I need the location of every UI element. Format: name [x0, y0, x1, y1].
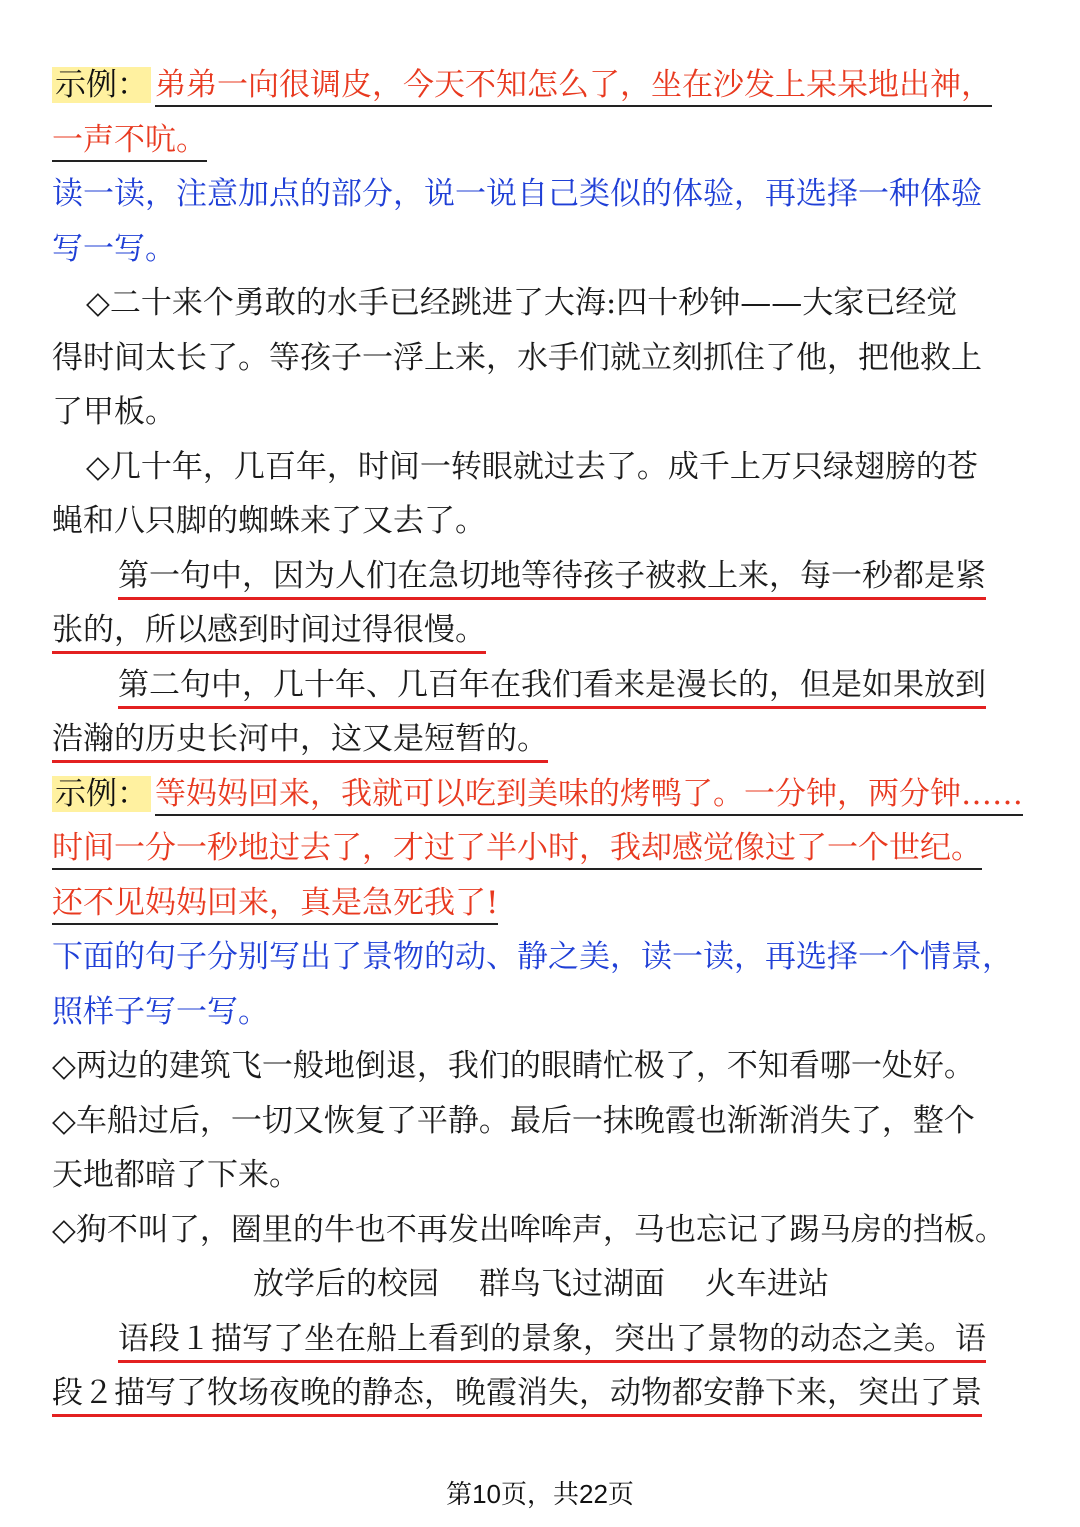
example1-text: 一声不吭。 — [52, 122, 207, 162]
scene-sentence2: ◇车船过后，一切又恢复了平静。最后一抹晚霞也渐渐消失了，整个 — [52, 1102, 975, 1139]
answer1-para1 — [52, 603, 1030, 658]
scene-option: 放学后的校园 — [253, 1266, 439, 1302]
sentence2: 蝇和八只脚的蜘蛛来了又去了。 — [52, 503, 486, 539]
task2-instruction: 照样子写一写。 — [52, 993, 269, 1030]
example2-text: 等妈妈回来，我就可以吃到美味的烤鸭了。一分钟，两分钟…… — [155, 776, 1023, 816]
scene-sentence3: ◇狗不叫了，圈里的牛也不再发出哞哞声，马也忘记了踢马房的挡板。 — [52, 1211, 1006, 1248]
example2-text: 还不见妈妈回来，真是急死我了! — [52, 885, 498, 925]
example1-line2 — [52, 113, 1030, 168]
example2-line2 — [52, 821, 1030, 876]
answer-text: 段２描写了牧场夜晚的静态，晚霞消失，动物都安静下来，突出了景 — [52, 1375, 982, 1417]
document-page — [52, 58, 1030, 1421]
example-label: 示例： — [52, 776, 151, 812]
answer-text: 第二句中，几十年、几百年在我们看来是漫长的，但是如果放到 — [118, 667, 986, 709]
example2-line3 — [52, 876, 1030, 931]
sentence1: 了甲板。 — [52, 394, 176, 430]
answer-text: 张的，所以感到时间过得很慢。 — [52, 612, 486, 654]
task1-instruction: 写一写。 — [52, 230, 176, 267]
scene-option: 群鸟飞过湖面 — [479, 1266, 665, 1302]
answer1-para1 — [52, 549, 1030, 604]
answer-text: 语段１描写了坐在船上看到的景象，突出了景物的动态之美。语 — [118, 1321, 986, 1363]
answer2-line1 — [52, 1312, 1030, 1367]
answer1-para2 — [52, 712, 1030, 767]
scene-options — [52, 1257, 1030, 1312]
task1-instruction: 读一读，注意加点的部分，说一说自己类似的体验，再选择一种体验 — [52, 176, 982, 212]
example2-line1 — [52, 767, 1030, 822]
example-label: 示例： — [52, 67, 151, 103]
answer-text: 第一句中，因为人们在急切地等待孩子被救上来，每一秒都是紧 — [118, 558, 986, 600]
page-number: 第10页，共22页 — [446, 1479, 634, 1509]
scene-option: 火车进站 — [705, 1266, 829, 1302]
example1-line1 — [52, 58, 1030, 113]
scene-sentence1: ◇两边的建筑飞一般地倒退，我们的眼睛忙极了，不知看哪一处好。 — [52, 1048, 975, 1084]
task2-instruction: 下面的句子分别写出了景物的动、静之美，读一读，再选择一个情景， — [52, 939, 1013, 975]
scene-sentence2: 天地都暗了下来。 — [52, 1157, 300, 1193]
answer-text: 浩瀚的历史长河中，这又是短暂的。 — [52, 721, 548, 763]
example2-text: 时间一分一秒地过去了，才过了半小时，我却感觉像过了一个世纪。 — [52, 830, 982, 870]
sentence1: 得时间太长了。等孩子一浮上来，水手们就立刻抓住了他，把他救上 — [52, 339, 982, 376]
answer1-para2 — [52, 658, 1030, 713]
sentence2: ◇几十年，几百年，时间一转眼就过去了。成千上万只绿翅膀的苍 — [86, 448, 978, 485]
sentence1: ◇二十来个勇敢的水手已经跳进了大海:四十秒钟——大家已经觉 — [86, 285, 958, 321]
example1-text: 弟弟一向很调皮，今天不知怎么了，坐在沙发上呆呆地出神， — [155, 67, 992, 107]
answer2-line2 — [52, 1366, 1030, 1421]
